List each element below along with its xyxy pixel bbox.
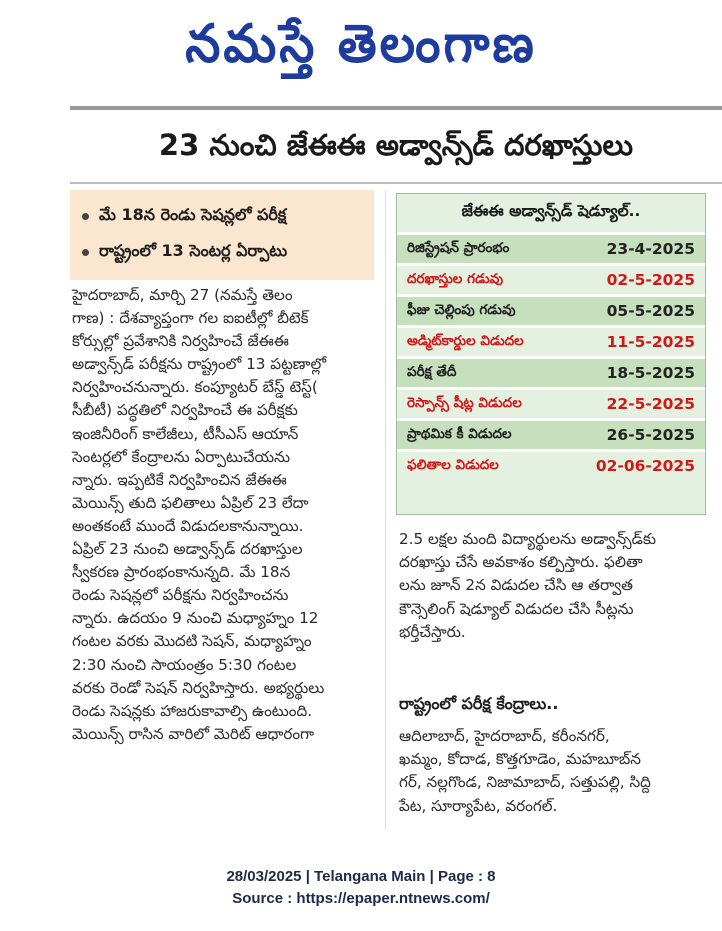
schedule-event: ప్రాథమిక కీ విడుదల xyxy=(407,425,512,442)
footer-source-line: Source : https://epaper.ntnews.com/ xyxy=(232,890,490,907)
schedule-date: 02-5-2025 xyxy=(606,271,695,289)
schedule-row xyxy=(397,232,705,263)
schedule-title: జేఈఈ అడ్వాన్స్‌డ్ షెడ్యూల్.. xyxy=(461,202,641,220)
schedule-event: దరఖాస్తుల గడువు xyxy=(407,270,504,287)
schedule-date: 02-06-2025 xyxy=(595,457,695,475)
schedule-row xyxy=(397,387,705,418)
bullet-icon xyxy=(82,249,89,256)
headline-rule xyxy=(70,182,722,184)
schedule-date: 05-5-2025 xyxy=(606,302,695,320)
schedule-date: 22-5-2025 xyxy=(606,395,695,413)
schedule-event: పరీక్ష తేదీ xyxy=(407,363,457,380)
bullet-icon xyxy=(82,213,89,220)
schedule-row xyxy=(397,325,705,356)
column-divider xyxy=(385,190,386,830)
schedule-event: రిజిస్ట్రేషన్ ప్రారంభం xyxy=(407,239,510,256)
footer-date-line: 28/03/2025 | Telangana Main | Page : 8 xyxy=(226,868,496,885)
schedule-row xyxy=(397,294,705,325)
schedule-row xyxy=(397,418,705,449)
schedule-row xyxy=(397,263,705,294)
schedule-event: అడ్మిట్‌కార్డుల విడుదల xyxy=(407,332,524,349)
schedule-date: 11-5-2025 xyxy=(606,333,695,351)
schedule-row xyxy=(397,449,705,480)
centres-heading: రాష్ట్రంలో పరీక్ష కేంద్రాలు.. xyxy=(399,694,559,713)
newspaper-title: నమస్తే తెలంగాణ xyxy=(185,12,537,74)
article-body-left: హైదరాబాద్, మార్చి 27 (నమస్తే తెలం గాణ) : దేశవ్యాప్తంగా గల ఐఐటీల్లో బీటెక్ కోర్సుల్లో ప్రవేశానికి నిర్వహించే జేఈఈ అడ్వాన్స్‌డ్ పరీక్షను రాష్ట్రంలో 13 పట్టణాల్లో నిర్వహించనున్నారు. కంప్యూటర్ బేస్డ్ టెస్ట్( సీబీటీ) పద్ధతిలో నిర్వహించే ఈ పరీక్షకు ఇంజినీరింగ్ కాలేజీలు, టీసీఎస్ ఆయాన్ సెంటర్లలో కేంద్రాలను ఏర్పాటుచేయను న్నారు. ఇప్పటికే నిర్వహించిన జేఈఈ మెయిన్స్ తుది ఫలితాలు ఏప్రిల్ 23 లేదా అంతకంటే ముందే విడుదలకానున్నాయి. ఏప్రిల్ 23 నుంచి అడ్వాన్స్‌డ్ దరఖాస్తుల స్వీకరణ ప్రారంభంకానున్నది. మే 18న రెండు సెషన్లలో పరీక్షను నిర్వహించను న్నారు. ఉదయం 9 నుంచి మధ్యాహ్నం 12 గంటల వరకు మొదటి సెషన్, మధ్యాహ్నం 2:30 నుంచి సాయంత్రం 5:30 గంటల వరకు రెండో సెషన్ నిర్వహిస్తారు. అభ్యర్థులు రెండు సెషన్లకు హాజరుకావాల్సి ఉంటుంది. మెయిన్స్ రాసిన వారిలో మెరిట్ ఆధారంగా xyxy=(72,286,327,743)
centres-list: ఆదిలాబాద్, హైదరాబాద్, కరీంనగర్, ఖమ్మం, కోదాడ, కొత్తగూడెం, మహబూబ్‌న గర్, నల్లగొండ, నిజామాబాద్, సత్తుపల్లి, సిద్ది పేట, సూర్యాపేట, వరంగల్. xyxy=(399,727,651,815)
schedule-date: 26-5-2025 xyxy=(606,426,695,444)
highlights-box xyxy=(70,190,374,280)
highlight-item xyxy=(82,198,366,234)
schedule-event: ఫలితాల విడుదల xyxy=(407,456,499,473)
article-body-right: 2.5 లక్షల మంది విద్యార్థులను అడ్వాన్స్‌డ్‌కు దరఖాస్తు చేసే అవకాశం కల్పిస్తారు. ఫలితా లను జూన్ 2న విడుదల చేసి ఆ తర్వాత కౌన్సెలింగ్ షెడ్యూల్ విడుదల చేసి సీట్లను భర్తీచేస్తారు. xyxy=(399,530,657,641)
top-rule xyxy=(70,106,722,110)
schedule-event: ఫీజు చెల్లింపు గడువు xyxy=(407,301,516,318)
article-headline: 23 నుంచి జేఈఈ అడ్వాన్స్‌డ్ దరఖాస్తులు xyxy=(158,128,634,162)
schedule-date: 23-4-2025 xyxy=(606,240,695,258)
schedule-event: రెస్పాన్స్ షీట్ల విడుదల xyxy=(407,394,522,411)
highlight-text: మే 18న రెండు సెషన్లలో పరీక్ష xyxy=(99,204,287,224)
schedule-date: 18-5-2025 xyxy=(606,364,695,382)
masthead xyxy=(0,0,722,100)
schedule-row xyxy=(397,356,705,387)
schedule-table xyxy=(396,193,706,515)
highlight-item xyxy=(82,234,366,270)
highlight-text: రాష్ట్రంలో 13 సెంటర్ల ఏర్పాటు xyxy=(99,240,288,260)
